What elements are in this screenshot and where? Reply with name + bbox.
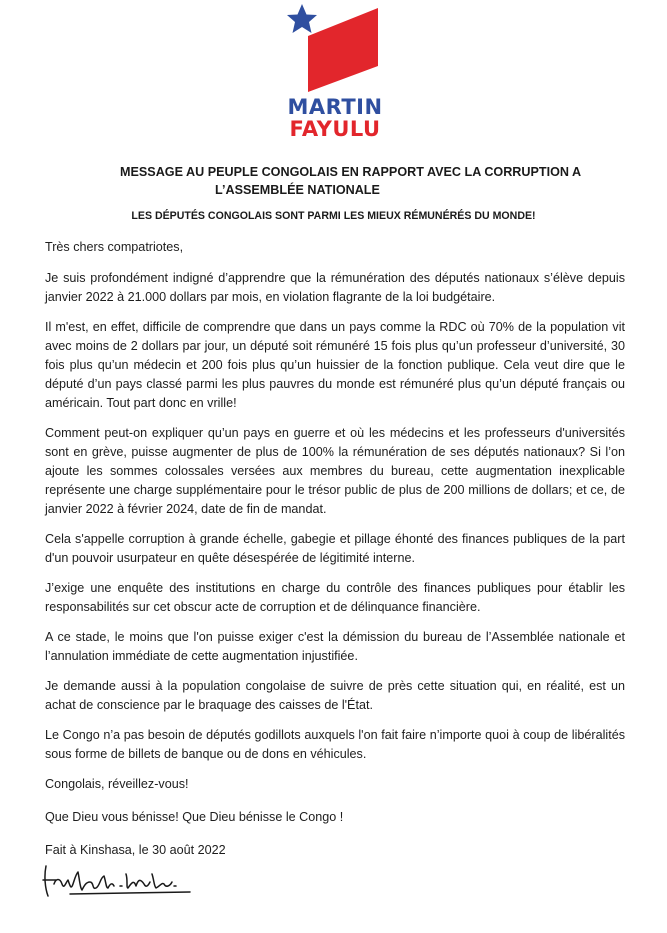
document-title [120, 163, 590, 199]
title-line-1: MESSAGE AU PEUPLE CONGOLAIS EN RAPPORT AVEC LA CORRUPTION A [120, 165, 582, 179]
logo-last-name: FAYULU [289, 117, 381, 141]
document-subtitle: LES DÉPUTÉS CONGOLAIS SONT PARMI LES MIEUX RÉMUNÉRÉS DU MONDE! [131, 210, 536, 222]
logo [280, 0, 390, 142]
signature [40, 860, 200, 900]
logo-flag-icon [280, 0, 390, 96]
paragraph-2: Il m'est, en effet, difficile de comprendre que dans un pays comme la RDC où 70% de la population vit avec moins de 2 dollars par jour, un député soit rémunéré 15 fois plus qu’un professeur d’université, 30 fois plus qu’un médecin et 200 fois plus qu’un huissier de la fonction publique. Cela veut dire que le député d’un pays classé parmi les plus pauvres du monde est rémunéré plus qu’un député français ou américain. Tout part donc en vrille! [45, 320, 625, 410]
blessing: Que Dieu vous bénisse! Que Dieu bénisse le Congo ! [45, 810, 344, 824]
logo-first-name: MARTIN [287, 95, 383, 119]
document-body [45, 238, 625, 871]
paragraph-8: Le Congo n’a pas besoin de députés godillots auxquels l'on fait faire n’importe quoi à coup de libéralités sous forme de billets de banque ou de dons en véhicules. [45, 728, 625, 761]
closing-call: Congolais, réveillez-vous! [45, 777, 189, 791]
paragraph-5: J’exige une enquête des institutions en charge du contrôle des finances publiques pour établir les responsabilités sur cet obscur acte de corruption et de délinquance financière. [45, 581, 625, 614]
logo-red-flag-shape [308, 8, 378, 92]
paragraph-3: Comment peut-on expliquer qu’un pays en guerre et où les médecins et les professeurs d'universités sont en grève, puisse augmenter de plus de 100% la rémunération de ses députés nationaux? Si l’on ajoute les sommes colossales versées aux membres du bureau, cette augmentation inexplicable représente une charge supplémentaire pour le trésor public de plus de 200 millions de dollars; et ce, de janvier 2022 à février 2024, date de fin de mandat. [45, 426, 625, 516]
greeting: Très chers compatriotes, [45, 240, 184, 254]
paragraph-6: A ce stade, le moins que l'on puisse exiger c'est la démission du bureau de l’Assemblée nationale et l’annulation immédiate de cette augmentation injustifiée. [45, 630, 625, 663]
place-date: Fait à Kinshasa, le 30 août 2022 [45, 843, 226, 857]
paragraph-4: Cela s'appelle corruption à grande échelle, gabegie et pillage éhonté des finances publiques de la part d'un pouvoir usurpateur en quête désespérée de légitimité interne. [45, 532, 625, 565]
paragraph-1: Je suis profondément indigné d’apprendre que la rémunération des députés nationaux s’élève depuis janvier 2022 à 21.000 dollars par mois, en violation flagrante de la loi budgétaire. [45, 271, 625, 304]
paragraph-7: Je demande aussi à la population congolaise de suivre de près cette situation qui, en réalité, est un achat de conscience par le braquage des caisses de l'État. [45, 679, 625, 712]
title-line-2: L’ASSEMBLÉE NATIONALE [215, 183, 380, 197]
logo-star-icon [287, 4, 317, 33]
